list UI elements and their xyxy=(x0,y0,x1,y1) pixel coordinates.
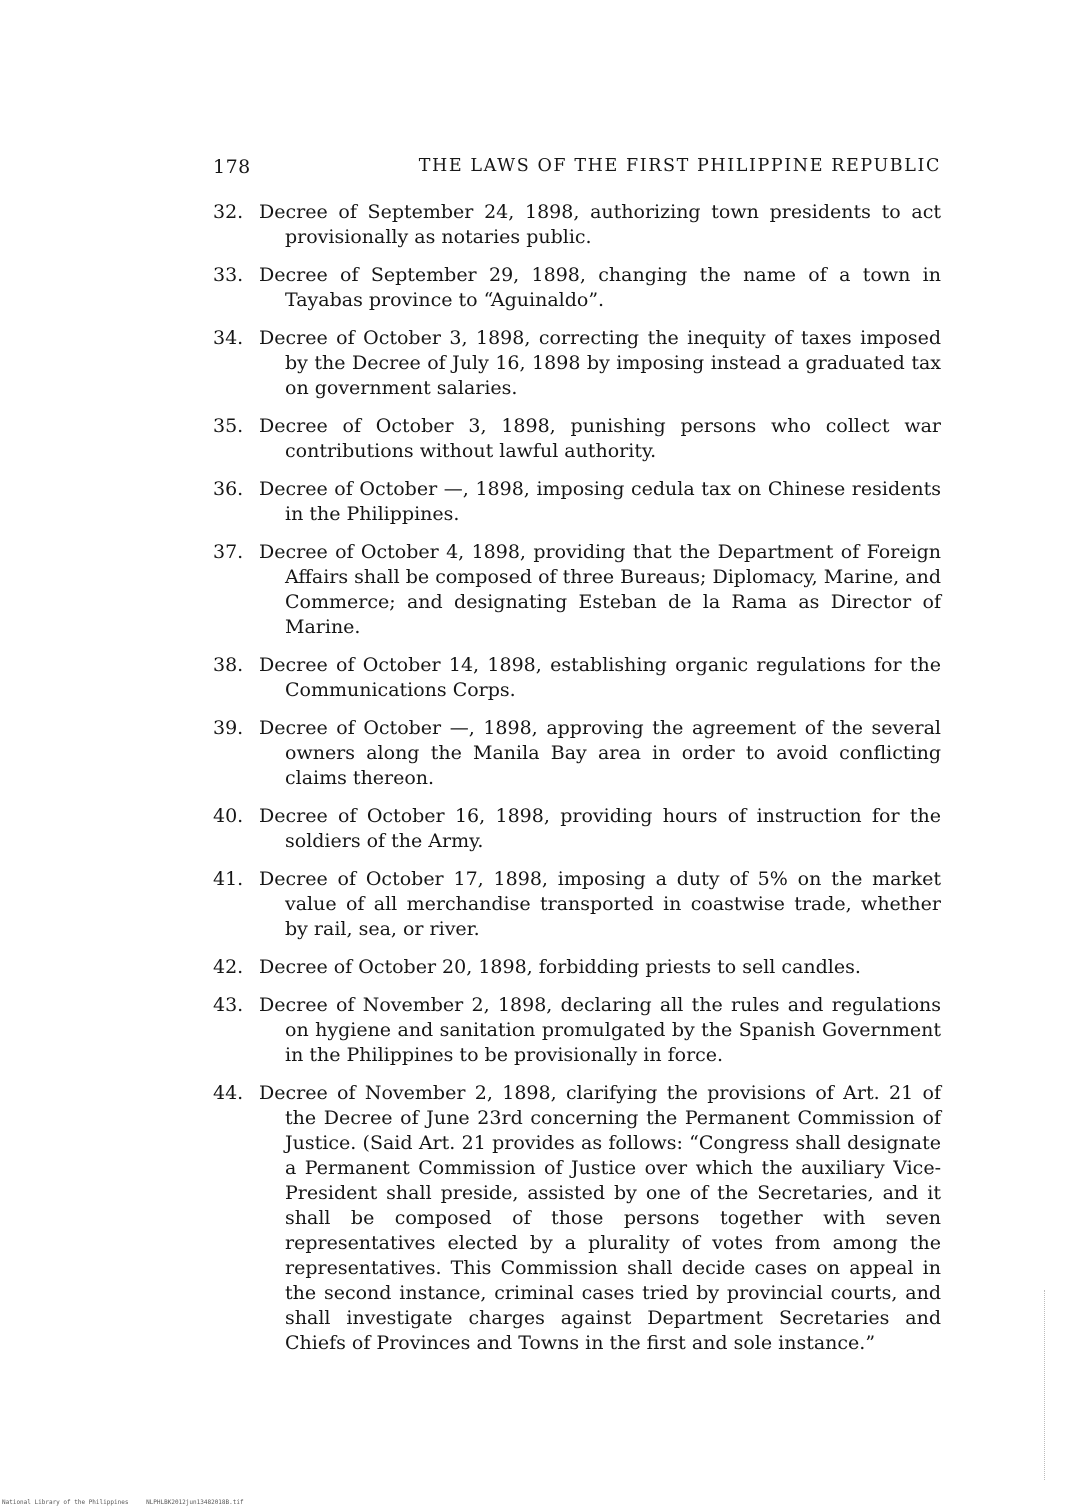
entry-number: 39. xyxy=(213,717,244,739)
list-item xyxy=(213,653,941,703)
running-head xyxy=(213,156,941,184)
entry-number: 41. xyxy=(213,868,244,890)
entry-number: 37. xyxy=(213,541,244,563)
entry-text: Decree of October 20, 1898, forbidding priests to sell candles. xyxy=(259,956,861,978)
entry-number: 33. xyxy=(213,264,244,286)
list-item xyxy=(213,804,941,854)
entry-text: Decree of October 4, 1898, providing that the Department of Foreign Affairs shall be composed of three Bureaus; Diplomacy, Marine, and Commerce; and designating Esteban de la Rama as Director of Marine. xyxy=(259,541,941,638)
running-title: THE LAWS OF THE FIRST PHILIPPINE REPUBLIC xyxy=(418,156,941,176)
entry-number: 32. xyxy=(213,201,244,223)
list-item xyxy=(213,955,941,980)
list-item xyxy=(213,477,941,527)
entry-number: 43. xyxy=(213,994,244,1016)
list-item xyxy=(213,200,941,250)
list-item xyxy=(213,716,941,791)
entry-number: 36. xyxy=(213,478,244,500)
footer-file-id: NLPHLBK2012jun13482018B.tif xyxy=(146,1499,244,1506)
entry-number: 34. xyxy=(213,327,244,349)
scan-footer xyxy=(2,1499,244,1506)
entry-text: Decree of October 17, 1898, imposing a duty of 5% on the market value of all merchandise transported in coastwise trade, whether by rail, sea, or river. xyxy=(259,868,941,940)
entry-number: 40. xyxy=(213,805,244,827)
list-item xyxy=(213,540,941,640)
entry-text: Decree of September 29, 1898, changing the name of a town in Tayabas province to “Aguinaldo”. xyxy=(259,264,941,311)
entry-text: Decree of September 24, 1898, authorizing town presidents to act provisionally as notaries public. xyxy=(259,201,941,248)
list-item xyxy=(213,1081,941,1356)
list-item xyxy=(213,414,941,464)
entry-number: 35. xyxy=(213,415,244,437)
page-number: 178 xyxy=(213,156,251,178)
footer-source: National Library of the Philippines xyxy=(2,1499,129,1506)
decree-list xyxy=(213,200,941,1369)
entry-text: Decree of November 2, 1898, clarifying the provisions of Art. 21 of the Decree of June 23rd concerning the Permanent Commission of Justice. (Said Art. 21 provides as follows: “Congress shall designate a Permanent Commission of Justice over which the auxiliary Vice-President shall preside, assisted by one of the Secretaries, and it shall be composed of those persons together with seven representatives elected by a plurality of votes from among the representatives. This Commission shall decide cases on appeal in the second instance, criminal cases tried by provincial courts, and shall investigate charges against Department Secretaries and Chiefs of Provinces and Towns in the first and sole instance.” xyxy=(259,1082,941,1354)
list-item xyxy=(213,993,941,1068)
entry-number: 38. xyxy=(213,654,244,676)
entry-number: 44. xyxy=(213,1082,244,1104)
entry-text: Decree of October —, 1898, approving the agreement of the several owners along the Manila Bay area in order to avoid conflicting claims thereon. xyxy=(259,717,941,789)
list-item xyxy=(213,263,941,313)
entry-text: Decree of October 3, 1898, correcting the inequity of taxes imposed by the Decree of July 16, 1898 by imposing instead a graduated tax on government salaries. xyxy=(259,327,941,399)
entry-text: Decree of November 2, 1898, declaring all the rules and regulations on hygiene and sanitation promulgated by the Spanish Government in the Philippines to be provisionally in force. xyxy=(259,994,941,1066)
entry-text: Decree of October 16, 1898, providing hours of instruction for the soldiers of the Army. xyxy=(259,805,941,852)
scan-artifact-divider xyxy=(1044,1290,1047,1480)
list-item xyxy=(213,326,941,401)
list-item xyxy=(213,867,941,942)
entry-text: Decree of October 14, 1898, establishing organic regulations for the Communications Corps. xyxy=(259,654,941,701)
entry-text: Decree of October 3, 1898, punishing persons who collect war contributions without lawful authority. xyxy=(259,415,941,462)
entry-number: 42. xyxy=(213,956,244,978)
entry-text: Decree of October —, 1898, imposing cedula tax on Chinese residents in the Philippines. xyxy=(259,478,941,525)
